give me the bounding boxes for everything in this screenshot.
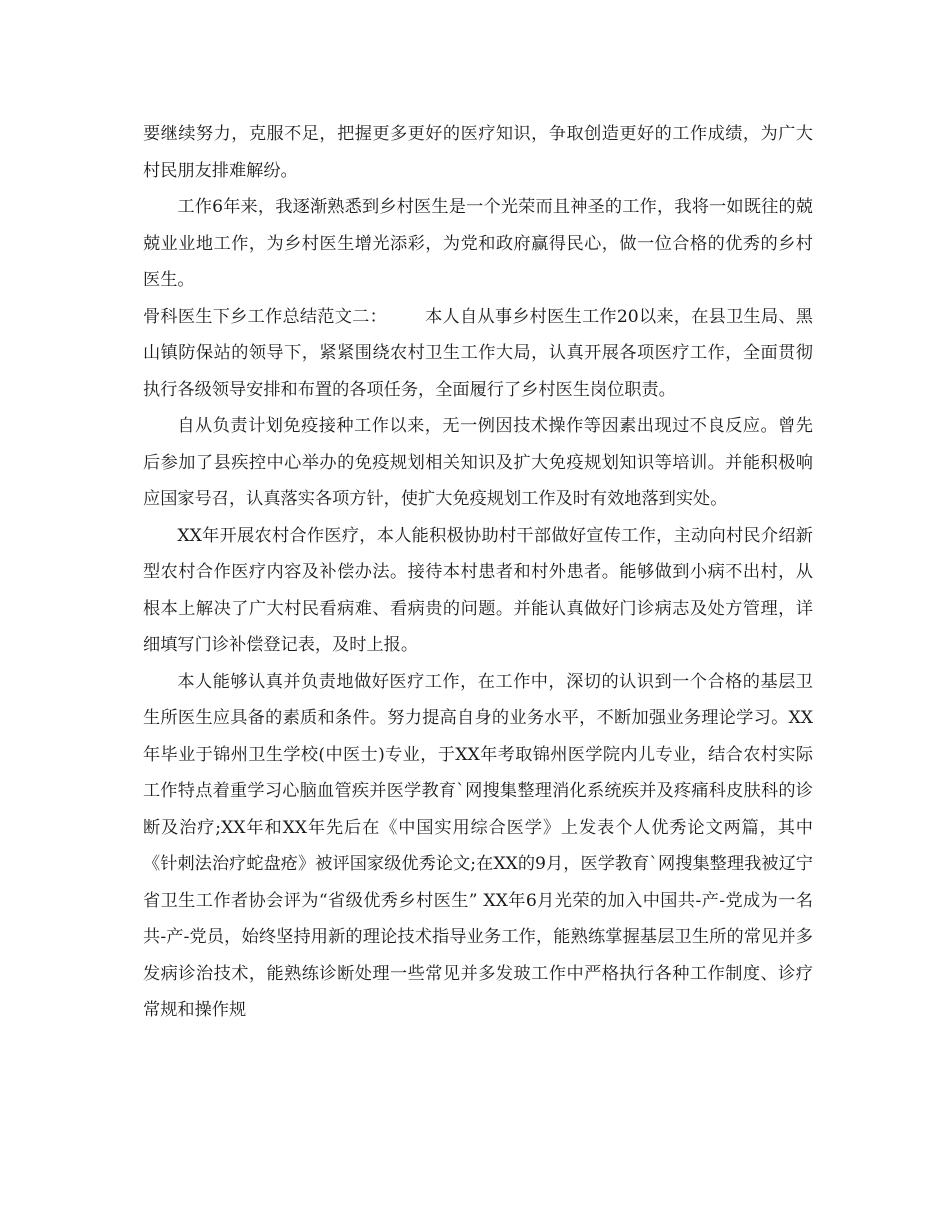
section-heading: 骨科医生下乡工作总结范文二： <box>143 306 388 327</box>
paragraph-1: 要继续努力，克服不足，把握更多更好的医疗知识，争取创造更好的工作成绩，为广大村民朋友排难解纷。 <box>143 124 813 181</box>
paragraph-4: 自从负责计划免疫接种工作以来，无一例因技术操作等因素出现过不良反应。曾先后参加了县疾控中心举办的免疫规划相关知识及扩大免疫规划知识等培训。并能积极响应国家号召，认真落实各项方针，使扩大免疫规划工作及时有效地落到实处。 <box>143 416 813 509</box>
paragraph-3 <box>143 299 813 409</box>
paragraph-2: 工作6年来，我逐渐熟悉到乡村医生是一个光荣而且神圣的工作，我将一如既往的兢兢业业地工作，为乡村医生增光添彩，为党和政府赢得民心，做一位合格的优秀的乡村医生。 <box>143 197 813 290</box>
paragraph-3-text: 本人自从事乡村医生工作20以来，在县卫生局、黑山镇防保站的领导下，紧紧围绕农村卫生工作大局，认真开展各项医疗工作，全面贯彻执行各级领导安排和布置的各项任务，全面履行了乡村医生岗位职责。 <box>143 306 813 400</box>
document-body <box>143 116 813 1029</box>
paragraph-6: 本人能够认真并负责地做好医疗工作，在工作中，深切的认识到一个合格的基层卫生所医生应具备的素质和条件。努力提高自身的业务水平，不断加强业务理论学习。XX年毕业于锦州卫生学校(中医士)专业，于XX年考取锦州医学院内儿专业，结合农村实际工作特点着重学习心脑血管疾并医学教育`网搜集整理消化系统疾并及疼痛科皮肤科的诊断及治疗;XX年和XX年先后在《中国实用综合医学》上发表个人优秀论文两篇，其中《针刺法治疗蛇盘疮》被评国家级优秀论文;在XX的9月，医学教育`网搜集整理我被辽宁省卫生工作者协会评为“省级优秀乡村医生” XX年6月光荣的加入中国共-产-党成为一名共-产-党员，始终坚持用新的理论技术指导业务工作，能熟练掌握基层卫生所的常见并多发病诊治技术，能熟练诊断处理一些常见并多发玻工作中严格执行各种工作制度、诊疗常规和操作规 <box>143 671 813 1020</box>
paragraph-5: XX年开展农村合作医疗，本人能积极协助村干部做好宣传工作，主动向村民介绍新型农村合作医疗内容及补偿办法。接待本村患者和村外患者。能够做到小病不出村，从根本上解决了广大村民看病难、看病贵的问题。并能认真做好门诊病志及处方管理，详细填写门诊补偿登记表，及时上报。 <box>143 525 813 655</box>
